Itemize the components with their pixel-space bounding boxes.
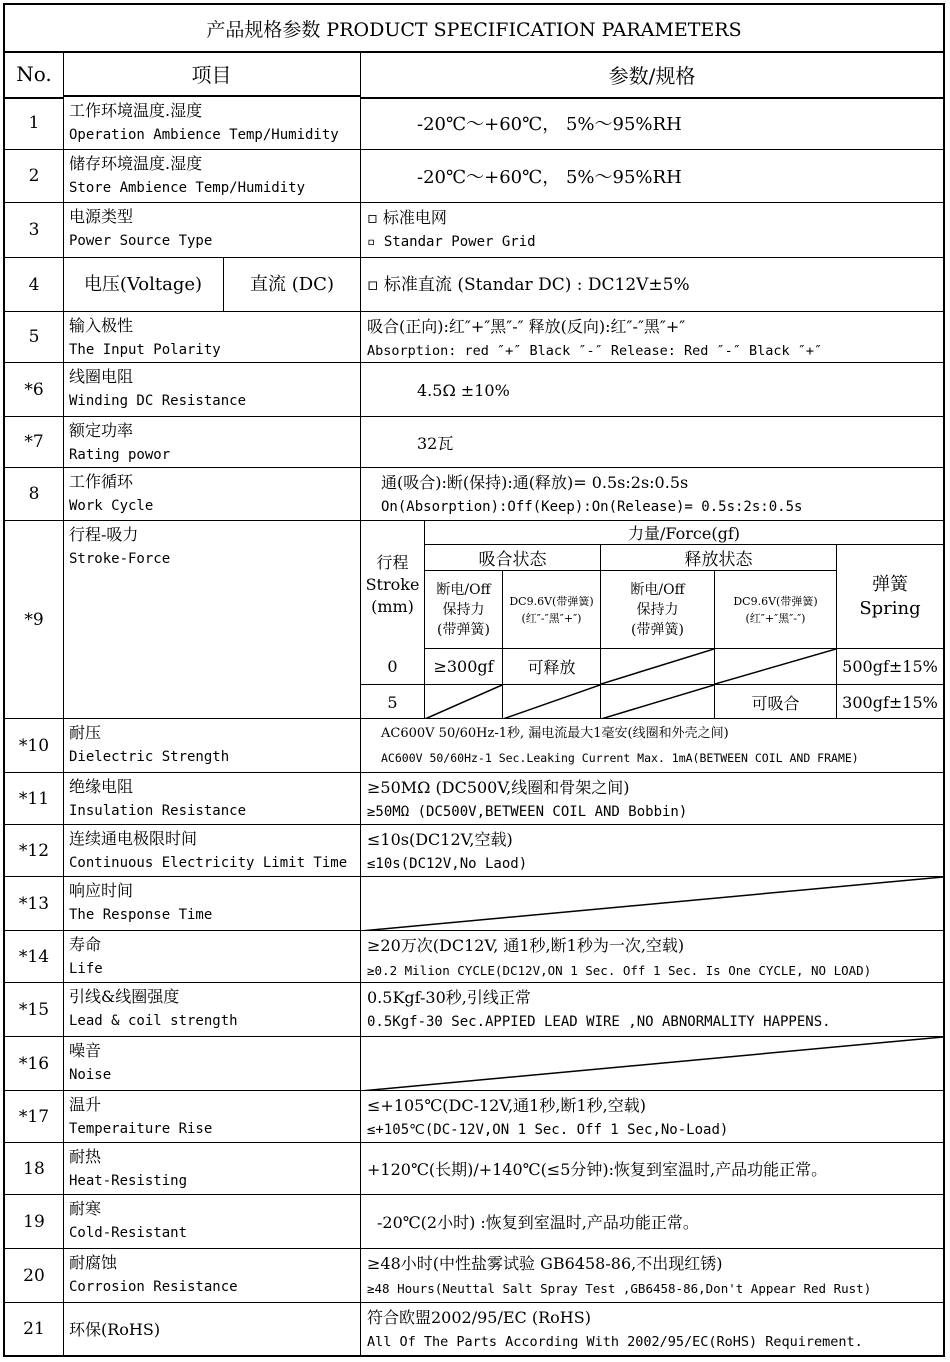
param-line-1: 通(吸合):断(保持):通(释放)= 0.5s:2s:0.5s (381, 473, 689, 492)
item-cn: 环保(RoHS) (69, 1320, 161, 1339)
header-line: 保持力 (636, 601, 679, 618)
param-line-1: ≤+105℃(DC-12V,通1秒,断1秒,空载) (367, 1096, 646, 1115)
item-cn: 线圈电阻 (69, 367, 134, 386)
header-line: DC9.6V(带弹簧) (733, 594, 818, 608)
row-param (361, 468, 943, 520)
row-item (63, 97, 361, 149)
row-number: 4 (5, 258, 64, 311)
header-line: (带弹簧) (437, 621, 490, 638)
param-line-1: ▫ 标准电网 (367, 208, 447, 227)
param-line-1: -20℃(2小时) :恢复到室温时,产品功能正常。 (377, 1213, 699, 1232)
row-param (361, 150, 943, 202)
row-param (361, 312, 943, 362)
r5-a (425, 685, 503, 719)
r5-d: 可吸合 (715, 685, 837, 719)
r0-b: 可释放 (503, 649, 601, 685)
param-line-2: ▫ Standar Power Grid (367, 234, 536, 250)
spec-table (3, 3, 945, 1357)
row-param (361, 258, 943, 311)
row-number: *12 (5, 825, 64, 876)
row-item (63, 1195, 361, 1248)
r0-stroke: 0 (361, 649, 425, 685)
header-line: 弹簧 (872, 573, 908, 595)
item-cn: 工作环境温度.湿度 (69, 101, 203, 120)
item-cn: 响应时间 (69, 881, 134, 900)
table-row (5, 773, 943, 825)
stroke-force-table (361, 521, 943, 718)
header-param: 参数/规格 (361, 51, 943, 99)
pull-state-header: 吸合状态 (425, 545, 601, 571)
param-line-1: 符合欧盟2002/95/EC (RoHS) (367, 1308, 591, 1327)
row-item (63, 773, 361, 824)
item-cn: 温升 (69, 1095, 102, 1114)
item-en: Noise (69, 1067, 112, 1083)
row-item (63, 468, 361, 520)
empty-cell-slash (715, 649, 836, 684)
row-number: *14 (5, 931, 64, 982)
empty-cell-slash (361, 877, 943, 931)
param-line-2: ≤10s(DC12V,No Laod) (367, 856, 528, 872)
item-dc-label: 直流 (DC) (250, 273, 334, 295)
param-line-2: ≥48 Hours(Neuttal Salt Spray Test ,GB6458-86,Don't Appear Red Rust) (367, 1281, 872, 1296)
empty-cell-slash (503, 685, 600, 719)
row-number: 1 (5, 97, 64, 149)
param-line-2: ≥0.2 Milion CYCLE(DC12V,ON 1 Sec. Off 1 Sec. Is One CYCLE, NO LOAD) (367, 963, 872, 978)
header-item: 项目 (63, 51, 361, 97)
row-param (361, 983, 943, 1036)
item-en: Heat-Resisting (69, 1173, 188, 1189)
table-row (5, 719, 943, 773)
row-param (361, 417, 943, 467)
row-param (361, 203, 943, 257)
item-en: Operation Ambience Temp/Humidity (69, 127, 339, 143)
r0-a: ≥300gf (425, 649, 503, 685)
item-cn: 储存环境温度.湿度 (69, 154, 203, 173)
row-param (361, 825, 943, 876)
header-line: Stroke (365, 575, 420, 594)
item-en: Rating powor (69, 447, 171, 463)
col-a-header (425, 571, 503, 649)
r5-b (503, 685, 601, 719)
item-cn: 输入极性 (69, 316, 134, 335)
row-item (63, 363, 361, 416)
empty-cell-slash (425, 685, 502, 719)
empty-cell-slash (361, 1037, 943, 1091)
row-item (63, 312, 361, 362)
header-line: (红″-″黑″+″) (521, 611, 582, 625)
item-en: Dielectric Strength (69, 749, 230, 765)
row-param (361, 773, 943, 824)
row-item (63, 417, 361, 467)
row-item (63, 983, 361, 1036)
stroke-header (361, 521, 425, 649)
table-row (5, 312, 943, 363)
table-row (5, 258, 943, 312)
table-row (5, 417, 943, 468)
row-param (361, 1091, 943, 1142)
param-line-1: +120℃(长期)/+140℃(≤5分钟):恢复到室温时,产品功能正常。 (367, 1160, 828, 1179)
item-en: Stroke-Force (69, 551, 171, 567)
row-number: 20 (5, 1249, 64, 1302)
header-line: 断电/Off (436, 581, 491, 598)
row-param (361, 1143, 943, 1194)
item-en: The Response Time (69, 907, 213, 923)
item-en: Corrosion Resistance (69, 1279, 238, 1295)
release-state-header: 释放状态 (601, 545, 837, 571)
item-cn: 噪音 (69, 1041, 102, 1060)
item-en: Continuous Electricity Limit Time (69, 855, 348, 871)
table-row (5, 931, 943, 983)
row-item (63, 258, 361, 311)
table-row (5, 877, 943, 931)
row-param (361, 363, 943, 416)
param-line-1: 32瓦 (417, 433, 454, 453)
item-voltage-label: 电压(Voltage) (63, 258, 224, 311)
row-param (361, 1195, 943, 1248)
row-number: *10 (5, 719, 64, 772)
param-line-1: ≥20万次(DC12V, 通1秒,断1秒为一次,空载) (367, 936, 685, 955)
table-row (5, 521, 943, 719)
r0-d (715, 649, 837, 685)
row-param (361, 97, 943, 149)
row-item (63, 825, 361, 876)
row-item (63, 877, 361, 930)
row-item (63, 203, 361, 257)
row-param (361, 931, 943, 982)
table-row (5, 363, 943, 417)
row-item (63, 931, 361, 982)
item-en: Power Source Type (69, 233, 213, 249)
param-line-1: 吸合(正向):红″+″黑″-″ 释放(反向):红″-″黑″+″ (367, 317, 686, 336)
param-line-2: Absorption: red ″+″ Black ″-″ Release: Red ″-″ Black ″+″ (367, 343, 823, 359)
row-number: *11 (5, 773, 64, 824)
row-number: *7 (5, 417, 64, 467)
table-row (5, 1249, 943, 1303)
row-item (63, 1143, 361, 1194)
row-item (63, 1249, 361, 1302)
row-param (361, 1249, 943, 1302)
param-line-2: 0.5Kgf-30 Sec.APPIED LEAD WIRE ,NO ABNORMALITY HAPPENS. (367, 1014, 831, 1030)
table-row (5, 97, 943, 150)
row-number: 3 (5, 203, 64, 257)
header-line: 行程 (376, 553, 409, 572)
item-cn: 耐热 (69, 1147, 102, 1166)
table-row (5, 468, 943, 521)
row-number: *17 (5, 1091, 64, 1142)
table-row (5, 150, 943, 203)
item-cn: 额定功率 (69, 421, 134, 440)
force-header: 力量/Force(gf) (425, 521, 943, 545)
table-row (5, 1303, 943, 1355)
item-cn: 寿命 (69, 935, 102, 954)
param-line-1: 0.5Kgf-30秒,引线正常 (367, 988, 531, 1007)
row-number: 19 (5, 1195, 64, 1248)
header-line: Spring (859, 597, 921, 619)
row-number: *6 (5, 363, 64, 416)
col-d-header (715, 571, 837, 649)
param-line-1: 4.5Ω ±10% (417, 381, 510, 400)
row-number: *16 (5, 1037, 64, 1090)
param-line-1: ≥50MΩ (DC500V,线圈和骨架之间) (367, 778, 630, 797)
header-line: (带弹簧) (631, 621, 684, 638)
header-line: (mm) (371, 597, 414, 616)
col-b-header (503, 571, 601, 649)
table-title: 产品规格参数 PRODUCT SPECIFICATION PARAMETERS (5, 5, 943, 53)
param-line-2: AC600V 50/60Hz-1 Sec.Leaking Current Max. 1mA(BETWEEN COIL AND FRAME) (381, 751, 859, 765)
header-line: 断电/Off (630, 581, 685, 598)
item-en: Cold-Resistant (69, 1225, 188, 1241)
header-line: 保持力 (442, 601, 485, 618)
row-item (63, 150, 361, 202)
param-line-2: On(Absorption):Off(Keep):On(Release)= 0.5s:2s:0.5s (381, 499, 803, 515)
row-param (361, 1303, 943, 1355)
param-line-2: ≤+105℃(DC-12V,ON 1 Sec. Off 1 Sec,No-Load) (367, 1122, 729, 1138)
row-item (63, 719, 361, 772)
table-row (5, 1143, 943, 1195)
table-row (5, 1037, 943, 1091)
item-cn: 工作循环 (69, 472, 134, 491)
row-param (361, 719, 943, 772)
table-row (5, 1091, 943, 1143)
row-number: 2 (5, 150, 64, 202)
row-item (63, 521, 361, 718)
param-line-1: ≥48小时(中性盐雾试验 GB6458-86,不出现红锈) (367, 1254, 723, 1273)
r5-stroke: 5 (361, 685, 425, 719)
r0-spring: 500gf±15% (837, 649, 943, 685)
item-cn: 绝缘电阻 (69, 777, 134, 796)
item-en: Store Ambience Temp/Humidity (69, 180, 306, 196)
item-cn: 行程-吸力 (69, 525, 139, 544)
item-cn: 电源类型 (69, 207, 134, 226)
item-en: Temperaiture Rise (69, 1121, 213, 1137)
row-number: 8 (5, 468, 64, 520)
row-number: *9 (5, 521, 64, 718)
row-item (63, 1037, 361, 1090)
header-line: (红″+″黑″-″) (745, 611, 806, 625)
row-number: 5 (5, 312, 64, 362)
spring-header (837, 545, 943, 649)
r0-c (601, 649, 715, 685)
row-number: 18 (5, 1143, 64, 1194)
item-cn: 耐压 (69, 723, 102, 742)
item-en: Life (69, 961, 103, 977)
table-row (5, 1195, 943, 1249)
item-cn: 耐寒 (69, 1199, 102, 1218)
item-cn: 连续通电极限时间 (69, 829, 198, 848)
param-line-1: -20℃～+60℃， 5%～95%RH (417, 113, 682, 135)
row-number: *13 (5, 877, 64, 930)
table-row (5, 825, 943, 877)
param-line-1: ≤10s(DC12V,空载) (367, 830, 513, 849)
item-en: Lead & coil strength (69, 1013, 238, 1029)
r5-spring: 300gf±15% (842, 692, 938, 712)
header-no: No. (5, 51, 64, 99)
param-line-2: All Of The Parts According With 2002/95/EC(RoHS) Requirement. (367, 1334, 863, 1350)
row-number: 21 (5, 1303, 64, 1355)
row-item (63, 1091, 361, 1142)
r5-c (601, 685, 715, 719)
param-line-1: AC600V 50/60Hz-1秒, 漏电流最大1毫安(线圈和外壳之间) (381, 726, 729, 741)
item-en: The Input Polarity (69, 342, 221, 358)
row-number: *15 (5, 983, 64, 1036)
col-c-header (601, 571, 715, 649)
table-row (5, 203, 943, 258)
item-en: Insulation Resistance (69, 803, 247, 819)
item-cn: 引线&线圈强度 (69, 987, 180, 1006)
param-line-1: -20℃～+60℃， 5%～95%RH (417, 166, 682, 188)
table-row (5, 983, 943, 1037)
param-line-2: ≥50MΩ (DC500V,BETWEEN COIL AND Bobbin) (367, 804, 688, 820)
empty-cell-slash (601, 685, 714, 719)
header-line: DC9.6V(带弹簧) (509, 594, 594, 608)
empty-cell-slash (601, 649, 714, 684)
item-en: Winding DC Resistance (69, 393, 247, 409)
item-cn: 耐腐蚀 (69, 1253, 118, 1272)
param-line-1: ▫ 标准直流 (Standar DC) : DC12V±5% (367, 275, 690, 295)
item-en: Work Cycle (69, 498, 154, 514)
row-item (63, 1303, 361, 1355)
